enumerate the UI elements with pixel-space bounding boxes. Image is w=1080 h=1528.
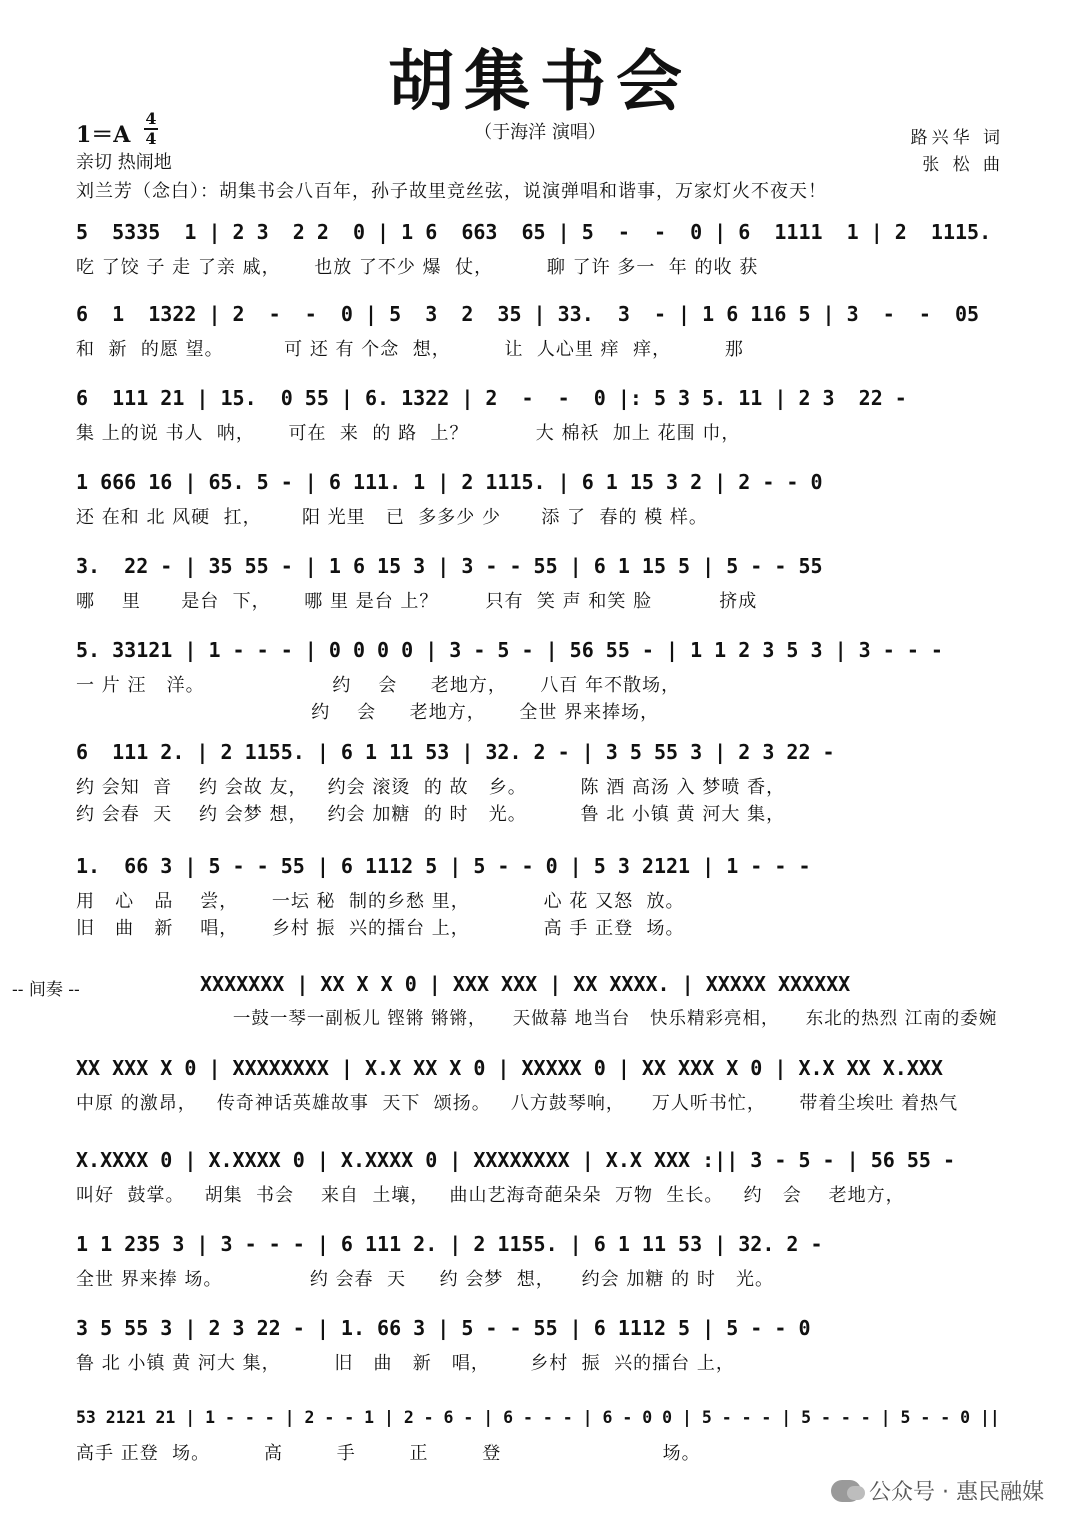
lyric-line: 集 上的说 书人 呐， 可在 来 的 路 上？ 大 棉袄 加上 花围 巾，	[76, 423, 741, 444]
score-system	[76, 1138, 1006, 1209]
lyric-line: 叫好 鼓掌。 胡集 书会 来自 土壤， 曲山艺海奇葩朵朵 万物 生长。 约 会 老地方，	[76, 1185, 905, 1206]
score-system	[76, 628, 1006, 726]
lyric-line: 哪 里 是台 下， 哪 里 是台 上？ 只有 笑 声 和笑 脸 挤成	[76, 591, 758, 612]
lyric-line: 约 会 老地方， 全世 界来捧场，	[76, 702, 660, 723]
notation-line: 3. 22 - | 35 55 - | 1 6 15 3 | 3 - - 55 | 6 1 15 5 | 5 - - 55	[76, 554, 823, 578]
notation-line: 3 5 55 3 | 2 3 22 - | 1. 66 3 | 5 - - 55 | 6 1112 5 | 5 - - 0	[76, 1316, 811, 1340]
lyricist-credit: 路兴华 词	[910, 128, 1004, 148]
score-system	[76, 292, 1006, 363]
lyric-line: 中原 的激昂， 传奇神话英雄故事 天下 颂扬。 八方鼓琴响， 万人听书忙， 带着尘埃吐 着热气	[76, 1093, 959, 1114]
wechat-icon	[831, 1480, 861, 1502]
score-system	[76, 1046, 1006, 1117]
score-system	[76, 544, 1006, 615]
lyric-line: 吃 了饺 子 走 了亲 戚， 也放 了不少 爆 仗， 聊 了许 多一 年 的收 获	[76, 257, 759, 278]
notation-line: 1 666 16 | 65. 5 - | 6 111. 1 | 2 1115. | 6 1 15 3 2 | 2 - - 0	[76, 470, 823, 494]
lyric-line: 约 会知 音 约 会故 友， 约会 滚烫 的 故 乡。 陈 酒 高汤 入 梦喷 香，	[76, 777, 786, 798]
notation-line: 5. 33121 | 1 - - - | 0 0 0 0 | 3 - 5 - | 56 55 - | 1 1 2 3 5 3 | 3 - - -	[76, 638, 943, 662]
score-system	[76, 460, 1006, 531]
tempo-marking: 亲切 热闹地	[76, 152, 172, 173]
composer-credit: 张 松 曲	[922, 155, 1004, 175]
time-signature	[144, 110, 158, 148]
score-system	[76, 844, 1006, 942]
notation-line: XX XXX X 0 | XXXXXXXX | X.X XX X 0 | XXXXX 0 | XX XXX X 0 | X.X XX X.XXX	[76, 1056, 943, 1080]
notation-line: 1 1 235 3 | 3 - - - | 6 111 2. | 2 1155. | 6 1 11 53 | 32. 2 -	[76, 1232, 823, 1256]
lyric-line: 全世 界来捧 场。 约 会春 天 约 会梦 想， 约会 加糖 的 时 光。	[76, 1269, 774, 1290]
notation-line: 53 2121 21 | 1 - - - | 2 - - 1 | 2 - 6 - | 6 - - - | 6 - 0 0 | 5 - - - | 5 - - - | 5 - - 0 ||	[76, 1408, 1000, 1427]
score-system	[76, 1306, 1006, 1377]
score-system	[76, 730, 1006, 828]
notation-line: XXXXXXX | XX X X 0 | XXX XXX | XX XXXX. | XXXXX XXXXXX	[200, 972, 851, 996]
meter-bottom: 4	[145, 129, 157, 148]
lyric-line: 用 心 品 尝， 一坛 秘 制的乡愁 里， 心 花 又怒 放。	[76, 891, 685, 912]
lyric-line: 鲁 北 小镇 黄 河大 集， 旧 曲 新 唱， 乡村 振 兴的擂台 上，	[76, 1353, 735, 1374]
song-title: 胡集书会	[388, 42, 692, 120]
lyric-line: 和 新 的愿 望。 可 还 有 个念 想， 让 人心里 痒 痒， 那	[76, 339, 744, 360]
notation-line: 6 111 21 | 15. 0 55 | 6. 1322 | 2 - - 0 |: 5 3 5. 11 | 2 3 22 -	[76, 386, 907, 410]
lyric-line: 还 在和 北 风硬 扛， 阳 光里 已 多多少 少 添 了 春的 模 样。	[76, 507, 708, 528]
notation-line: X.XXXX 0 | X.XXXX 0 | X.XXXX 0 | XXXXXXXX | X.X XXX :|| 3 - 5 - | 56 55 -	[76, 1148, 955, 1172]
score-system	[76, 1396, 1006, 1467]
narration-text: 刘兰芳（念白）：胡集书会八百年，孙子故里竞丝弦，说演弹唱和谐事，万家灯火不夜天！	[76, 181, 827, 202]
key-signature: 1＝A	[76, 122, 131, 148]
notation-line: 5 5335 1 | 2 3 2 2 0 | 1 6 663 65 | 5 - - 0 | 6 1111 1 | 2 1115.	[76, 220, 992, 244]
lyric-line: 一鼓一琴一副板儿 铿锵 锵锵， 天做幕 地当台 快乐精彩亮相， 东北的热烈 江南的委婉	[200, 1009, 998, 1029]
lyric-line: 旧 曲 新 唱， 乡村 振 兴的擂台 上， 高 手 正登 场。	[76, 918, 685, 939]
lyric-line: 高手 正登 场。 高 手 正 登 场。	[76, 1443, 701, 1464]
notation-line: 6 1 1322 | 2 - - 0 | 5 3 2 35 | 33. 3 - | 1 6 116 5 | 3 - - 05	[76, 302, 980, 326]
score-system	[76, 376, 1006, 447]
meter-top: 4	[145, 109, 157, 128]
watermark	[831, 1475, 1044, 1506]
score-system	[76, 210, 1006, 281]
notation-line: 6 111 2. | 2 1155. | 6 1 11 53 | 32. 2 - | 3 5 55 3 | 2 3 22 -	[76, 740, 835, 764]
notation-line: 1. 66 3 | 5 - - 55 | 6 1112 5 | 5 - - 0 | 5 3 2121 | 1 - - -	[76, 854, 811, 878]
interlude-label: -- 间奏 --	[12, 980, 80, 1000]
watermark-text: 公众号 · 惠民融媒	[869, 1480, 1044, 1505]
singer-credit: （于海洋 演唱）	[474, 122, 606, 143]
score-system	[200, 962, 1006, 1033]
lyric-line: 约 会春 天 约 会梦 想， 约会 加糖 的 时 光。 鲁 北 小镇 黄 河大 集，	[76, 804, 786, 825]
lyric-line: 一 片 汪 洋。 约 会 老地方， 八百 年不散场，	[76, 675, 681, 696]
score-system	[76, 1222, 1006, 1293]
